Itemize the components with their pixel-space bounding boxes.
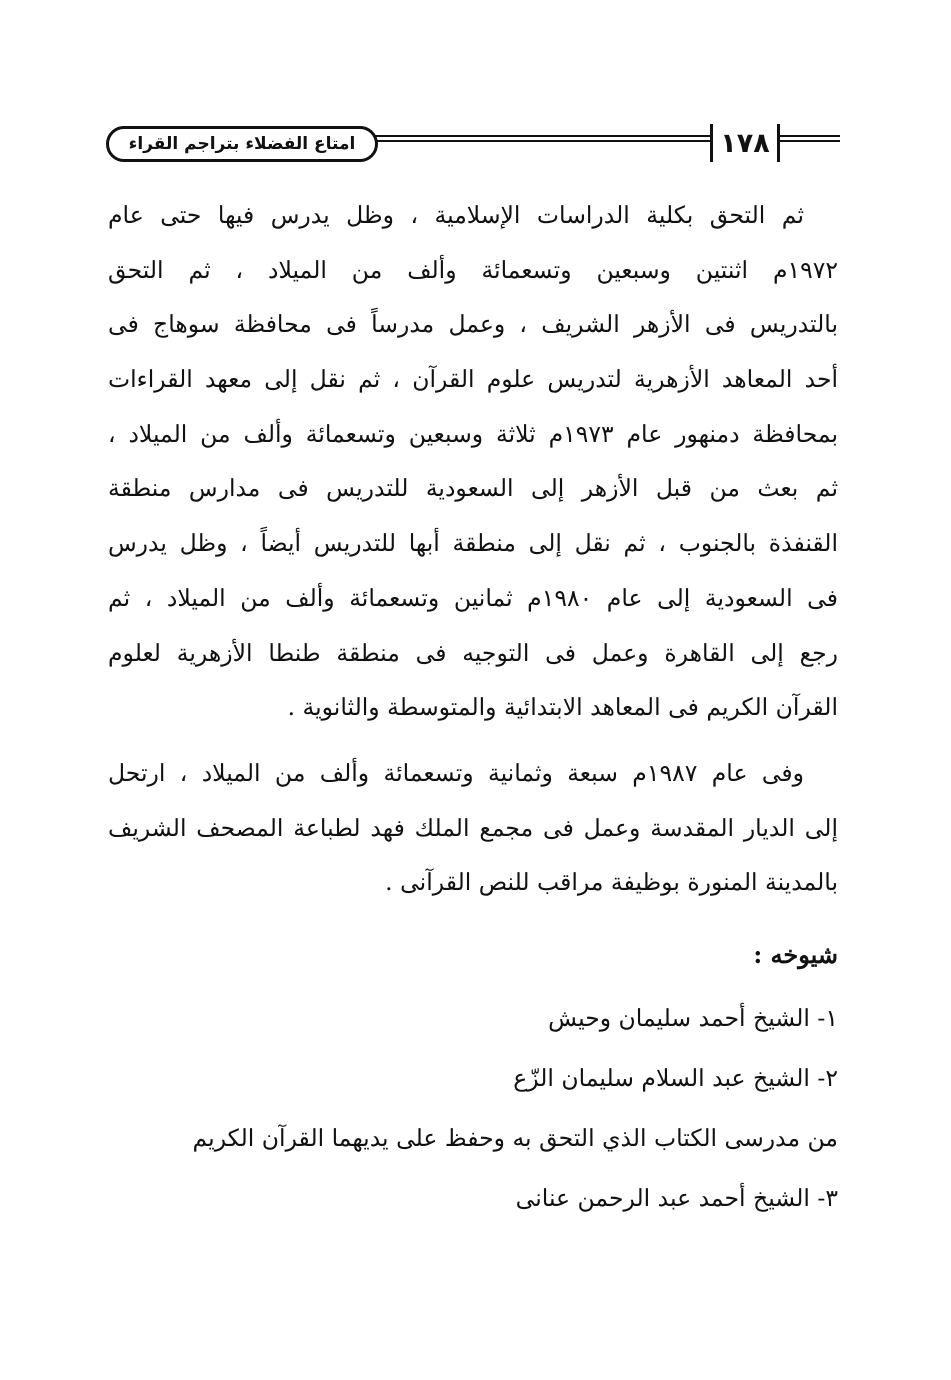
text-line: ثم بعث من قبل الأزهر إلى السعودية للتدريس فى مدارس منطقة (108, 474, 838, 503)
text-line: وفى عام ١٩٨٧م سبعة وثمانية وتسعمائة وألف من الميلاد ، ارتحل (108, 758, 805, 787)
paragraph-2 (108, 746, 838, 910)
text-line: إلى الديار المقدسة وعمل فى مجمع الملك فهد لطباعة المصحف الشريف (108, 813, 838, 842)
list-item: ٣- الشيخ أحمد عبد الرحمن عنانى (515, 1184, 838, 1212)
text-line: رجع إلى القاهرة وعمل فى التوجيه فى منطقة طنطا الأزهرية لعلوم (108, 638, 838, 667)
paragraph-1 (108, 188, 838, 735)
text-line: ١٩٧٢م اثنتين وسبعين وتسعمائة وألف من الميلاد ، ثم التحق (108, 255, 838, 284)
text-line: القرآن الكريم فى المعاهد الابتدائية والمتوسطة والثانوية . (287, 693, 838, 722)
teachers-list (108, 988, 838, 1228)
page-number: ١٧٨ (710, 124, 780, 162)
text-line: القنفذة بالجنوب ، ثم نقل إلى منطقة أبها للتدريس أيضاً ، وظل يدرس (108, 529, 838, 558)
text-line: بالتدريس فى الأزهر الشريف ، وعمل مدرساً فى محافظة سوهاج فى (108, 310, 838, 339)
text-line: ثم التحق بكلية الدراسات الإسلامية ، وظل يدرس فيها حتى عام (108, 201, 804, 229)
running-header (104, 122, 840, 166)
list-item: ٢- الشيخ عبد السلام سليمان الزّع (513, 1064, 838, 1092)
text-line: بالمدينة المنورة بوظيفة مراقب للنص القرآنى . (385, 868, 838, 897)
text-line: فى السعودية إلى عام ١٩٨٠م ثمانين وتسعمائة وألف من الميلاد ، ثم (108, 583, 838, 612)
list-item: ١- الشيخ أحمد سليمان وحيش (548, 1004, 838, 1032)
body-text (108, 188, 838, 910)
text-line: بمحافظة دمنهور عام ١٩٧٣م ثلاثة وسبعين وتسعمائة وألف من الميلاد ، (108, 419, 838, 448)
list-item: من مدرسى الكتاب الذي التحق به وحفظ على يديهما القرآن الكريم (192, 1124, 838, 1152)
text-line: أحد المعاهد الأزهرية لتدريس علوم القرآن ، ثم نقل إلى معهد القراءات (108, 365, 838, 394)
teachers-heading: شيوخه : (753, 940, 838, 969)
book-title: امتاع الفضلاء بتراجم القراء (106, 126, 378, 162)
header-rule-right (778, 135, 840, 142)
